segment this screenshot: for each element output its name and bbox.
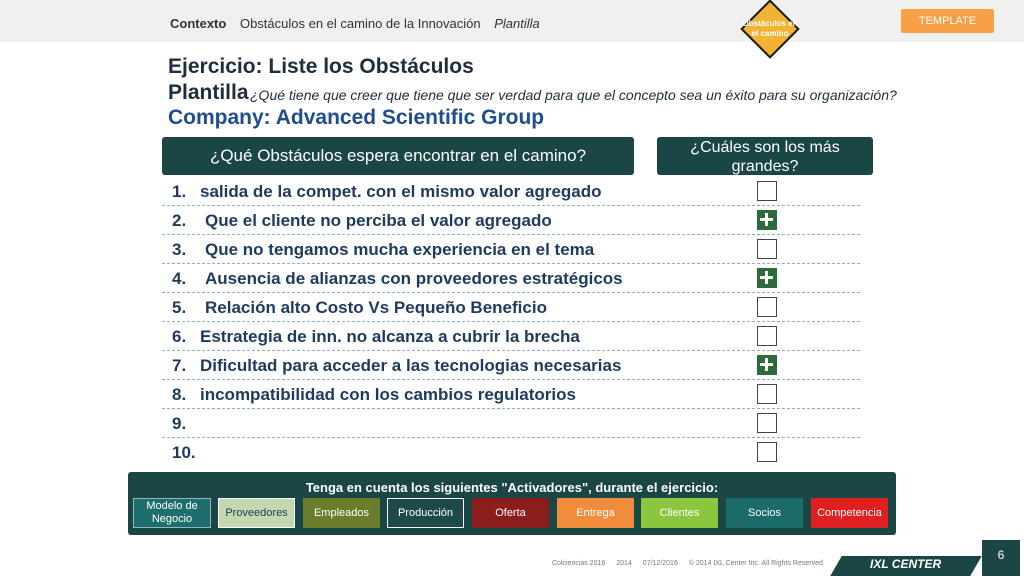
obstacle-number: 3. bbox=[172, 240, 187, 259]
breadcrumb-template[interactable]: Plantilla bbox=[494, 16, 540, 31]
activator-produccion[interactable]: Producción bbox=[387, 498, 464, 528]
footer-program: Colciencias 2016 bbox=[552, 560, 606, 567]
obstacle-row bbox=[162, 177, 860, 206]
biggest-checkbox[interactable] bbox=[757, 384, 777, 404]
activator-oferta[interactable]: Oferta bbox=[472, 498, 549, 528]
biggest-checkbox[interactable] bbox=[757, 413, 777, 433]
biggest-checkbox[interactable] bbox=[757, 442, 777, 462]
activators-title: Tenga en cuenta los siguientes "Activadores", durante el ejercicio: bbox=[305, 480, 719, 495]
obstacle-row bbox=[162, 206, 860, 235]
obstacle-list bbox=[162, 177, 860, 467]
obstacle-text[interactable]: Estrategia de inn. no alcanza a cubrir la brecha bbox=[200, 327, 580, 346]
activator-competencia[interactable]: Competencia bbox=[811, 498, 888, 528]
activator-empleados[interactable]: Empleados bbox=[303, 498, 380, 528]
obstacle-number: 1. bbox=[172, 182, 187, 201]
activator-socios[interactable]: Socios bbox=[726, 498, 803, 528]
obstacle-text[interactable]: Dificultad para acceder a las tecnologias necesarias bbox=[200, 356, 622, 375]
footer-copyright: © 2014 IXL Center Inc. All Rights Reserved bbox=[688, 560, 823, 567]
obstacle-row bbox=[162, 264, 860, 293]
obstacle-number: 7. bbox=[172, 356, 187, 375]
footer bbox=[552, 560, 832, 567]
template-subtitle: Plantilla bbox=[168, 81, 249, 104]
exercise-title: Ejercicio: Liste los Obstáculos bbox=[168, 55, 474, 78]
activator-clientes[interactable]: Clientes bbox=[641, 498, 718, 528]
obstacle-text[interactable]: Que no tengamos mucha experiencia en el tema bbox=[205, 240, 595, 259]
guiding-question: ¿Qué tiene que creer que tiene que ser verdad para que el concepto sea un éxito para su organización? bbox=[250, 87, 897, 103]
obstacle-number: 5. bbox=[172, 298, 187, 317]
activator-modelo-de-negocio[interactable]: Modelo de Negocio bbox=[133, 498, 211, 528]
biggest-checkbox[interactable] bbox=[757, 355, 777, 375]
biggest-checkbox[interactable] bbox=[757, 181, 777, 201]
obstacle-number: 10. bbox=[172, 443, 196, 462]
warning-sign-label: Obstáculos en el camino bbox=[742, 19, 798, 38]
obstacle-row bbox=[162, 409, 860, 438]
biggest-checkbox[interactable] bbox=[757, 239, 777, 259]
breadcrumb-context[interactable]: Contexto bbox=[170, 16, 227, 31]
biggest-checkbox[interactable] bbox=[757, 268, 777, 288]
obstacle-row bbox=[162, 351, 860, 380]
obstacle-number: 4. bbox=[172, 269, 187, 288]
footer-date: 07/12/2016 bbox=[642, 560, 678, 567]
activators-panel bbox=[128, 472, 896, 535]
obstacle-row bbox=[162, 380, 860, 409]
footer-year: 2014 bbox=[616, 560, 632, 567]
template-badge: TEMPLATE bbox=[901, 9, 994, 33]
biggest-checkbox[interactable] bbox=[757, 326, 777, 346]
obstacle-number: 2. bbox=[172, 211, 187, 230]
activator-proveedores[interactable]: Proveedores bbox=[218, 498, 295, 528]
obstacle-text[interactable]: salida de la compet. con el mismo valor agregado bbox=[200, 182, 602, 201]
obstacle-number: 9. bbox=[172, 414, 187, 433]
obstacles-header: ¿Qué Obstáculos espera encontrar en el camino? bbox=[162, 137, 634, 175]
breadcrumb-obstacles[interactable]: Obstáculos en el camino de la Innovación bbox=[239, 16, 481, 31]
obstacle-text[interactable]: Ausencia de alianzas con proveedores estratégicos bbox=[205, 269, 623, 288]
obstacle-text[interactable]: Que el cliente no perciba el valor agregado bbox=[205, 211, 552, 230]
obstacle-text[interactable]: Relación alto Costo Vs Pequeño Beneficio bbox=[205, 298, 547, 317]
company-name: Company: Advanced Scientific Group bbox=[168, 106, 545, 129]
obstacle-row bbox=[162, 293, 860, 322]
biggest-checkbox[interactable] bbox=[757, 297, 777, 317]
ixl-logo: IXL CENTER bbox=[870, 557, 942, 571]
page-number: 6 bbox=[982, 540, 1020, 576]
obstacle-row bbox=[162, 322, 860, 351]
obstacle-row bbox=[162, 438, 860, 467]
obstacle-row bbox=[162, 235, 860, 264]
breadcrumb bbox=[170, 16, 550, 31]
obstacle-text[interactable]: incompatibilidad con los cambios regulatorios bbox=[200, 385, 576, 404]
obstacle-number: 6. bbox=[172, 327, 187, 346]
obstacle-number: 8. bbox=[172, 385, 187, 404]
biggest-checkbox[interactable] bbox=[757, 210, 777, 230]
biggest-header: ¿Cuáles son los más grandes? bbox=[657, 137, 873, 175]
activator-entrega[interactable]: Entrega bbox=[557, 498, 634, 528]
